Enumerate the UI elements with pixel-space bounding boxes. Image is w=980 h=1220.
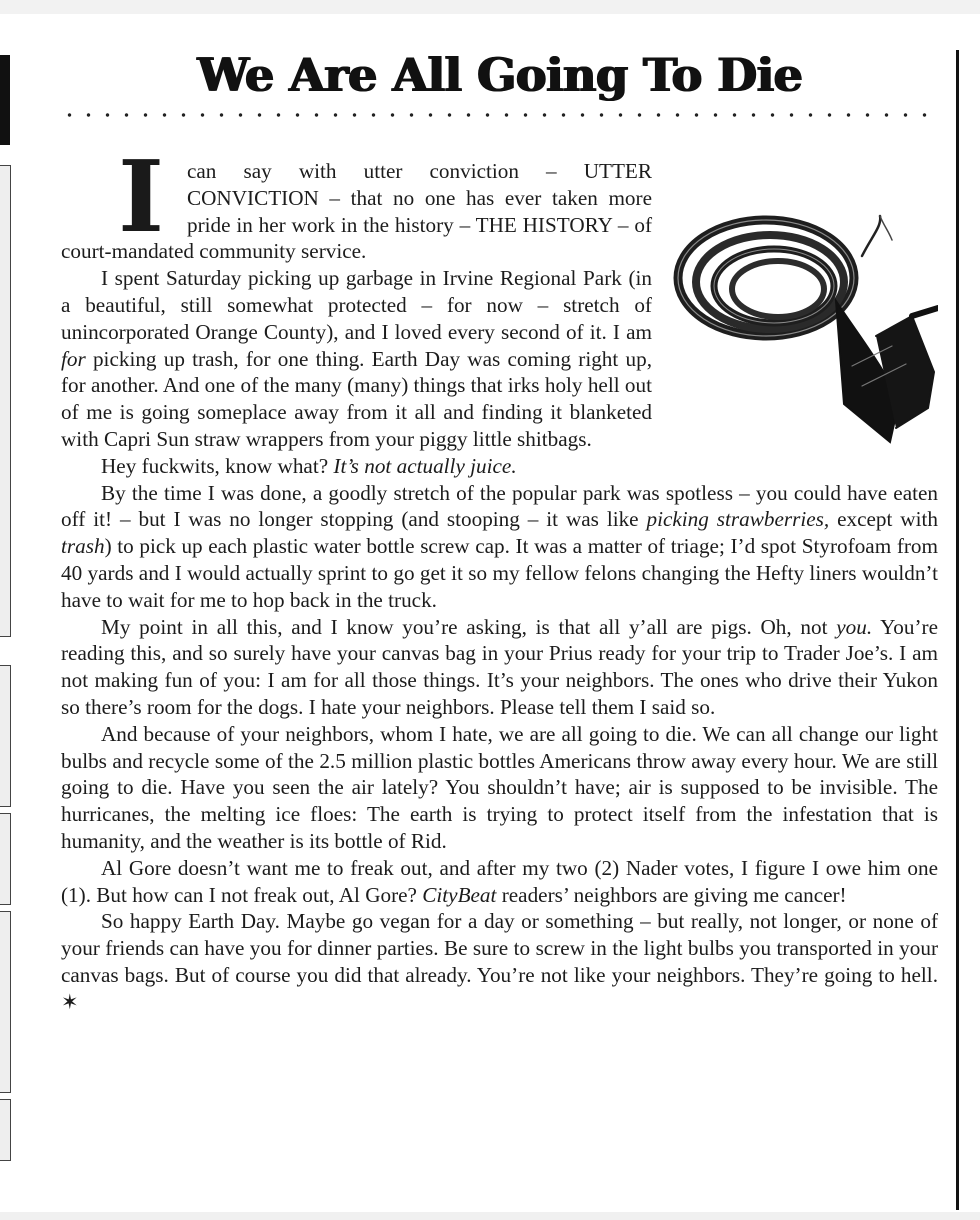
article-body [61,140,938,1016]
paragraph-6: And because of your neighbors, whom I hate, we are all going to die. We can all change our light bulbs and recycle some of the 2.5 million plastic bottles Americans throw away every hour. We are still going to die. Have you seen the air lately? You shouldn’t have; air is supposed to be invisible. The hurricanes, the melting ice floes: The earth is trying to protect itself from the infestation that is humanity, and the weather is its bottle of Rid. [61,721,938,853]
paragraph-8: So happy Earth Day. Maybe go vegan for a day or something – but really, not longer, or none of your friends can have you for dinner parties. Be sure to screw in the light bulbs you transported in your canvas bags. But of course you did that already. You’re not like your neighbors. They’re going to hell. ✶ [61,909,938,1014]
paragraph-7: Al Gore doesn’t want me to freak out, and after my two (2) Nader votes, I figure I owe him one (1). But how can I not freak out, Al Gore? CityBeat readers’ neighbors are giving me cancer! [61,855,938,907]
headline: We Are All Going To Die [197,48,803,102]
adjacent-page-column [0,165,12,1165]
paragraph-3: Hey fuckwits, know what? It’s not actually juice. [101,453,517,478]
paragraph-1: I can say with utter conviction – UTTER CONVICTION – that no one has ever taken more pride in her work in the history – THE HISTORY – of court-mandated community service. [61,140,652,264]
top-scan-edge [0,0,980,14]
paragraph-5: My point in all this, and I know you’re asking, is that all y’all are pigs. Oh, not you. You’re reading this, and so surely have your canvas bag in your Prius ready for your trip to Trader Joe’s. I am not making fun of you: I am for all those things. It’s your neighbors. The ones who drive their Yukon so there’s room for the dogs. I hate your neighbors. Please tell them I said so. [61,614,938,719]
dotted-divider [60,112,940,118]
paragraph-2: I spent Saturday picking up garbage in Irvine Regional Park (in a beautiful, still somewhat protected – for now – stretch of unincorporated Orange County), and I loved every second of it. I am for picking up trash, for one thing. Earth Day was coming right up, for another. And one of the many (many) things that irks holy hell out of me is going someplace away from it all and finding it blanketed with Capri Sun straw wrappers from your piggy little shitbags. [61,266,652,451]
bottom-scan-edge [0,1212,980,1220]
whip-icon [666,196,938,448]
adjacent-page-bar [0,55,10,145]
drop-cap: I [118,140,164,255]
column-rule [956,50,959,1210]
paragraph-4: By the time I was done, a goodly stretch of the popular park was spotless – you could have eaten off it! – but I was no longer stopping (and stooping – it was like picking strawberries, except with trash) to pick up each plastic water bottle screw cap. It was a matter of triage; I’d spot Styrofoam from 40 yards and I would actually sprint to go get it so my fellow felons changing the Hefty liners wouldn’t have to wait for me to hop back in the truck. [61,480,938,612]
